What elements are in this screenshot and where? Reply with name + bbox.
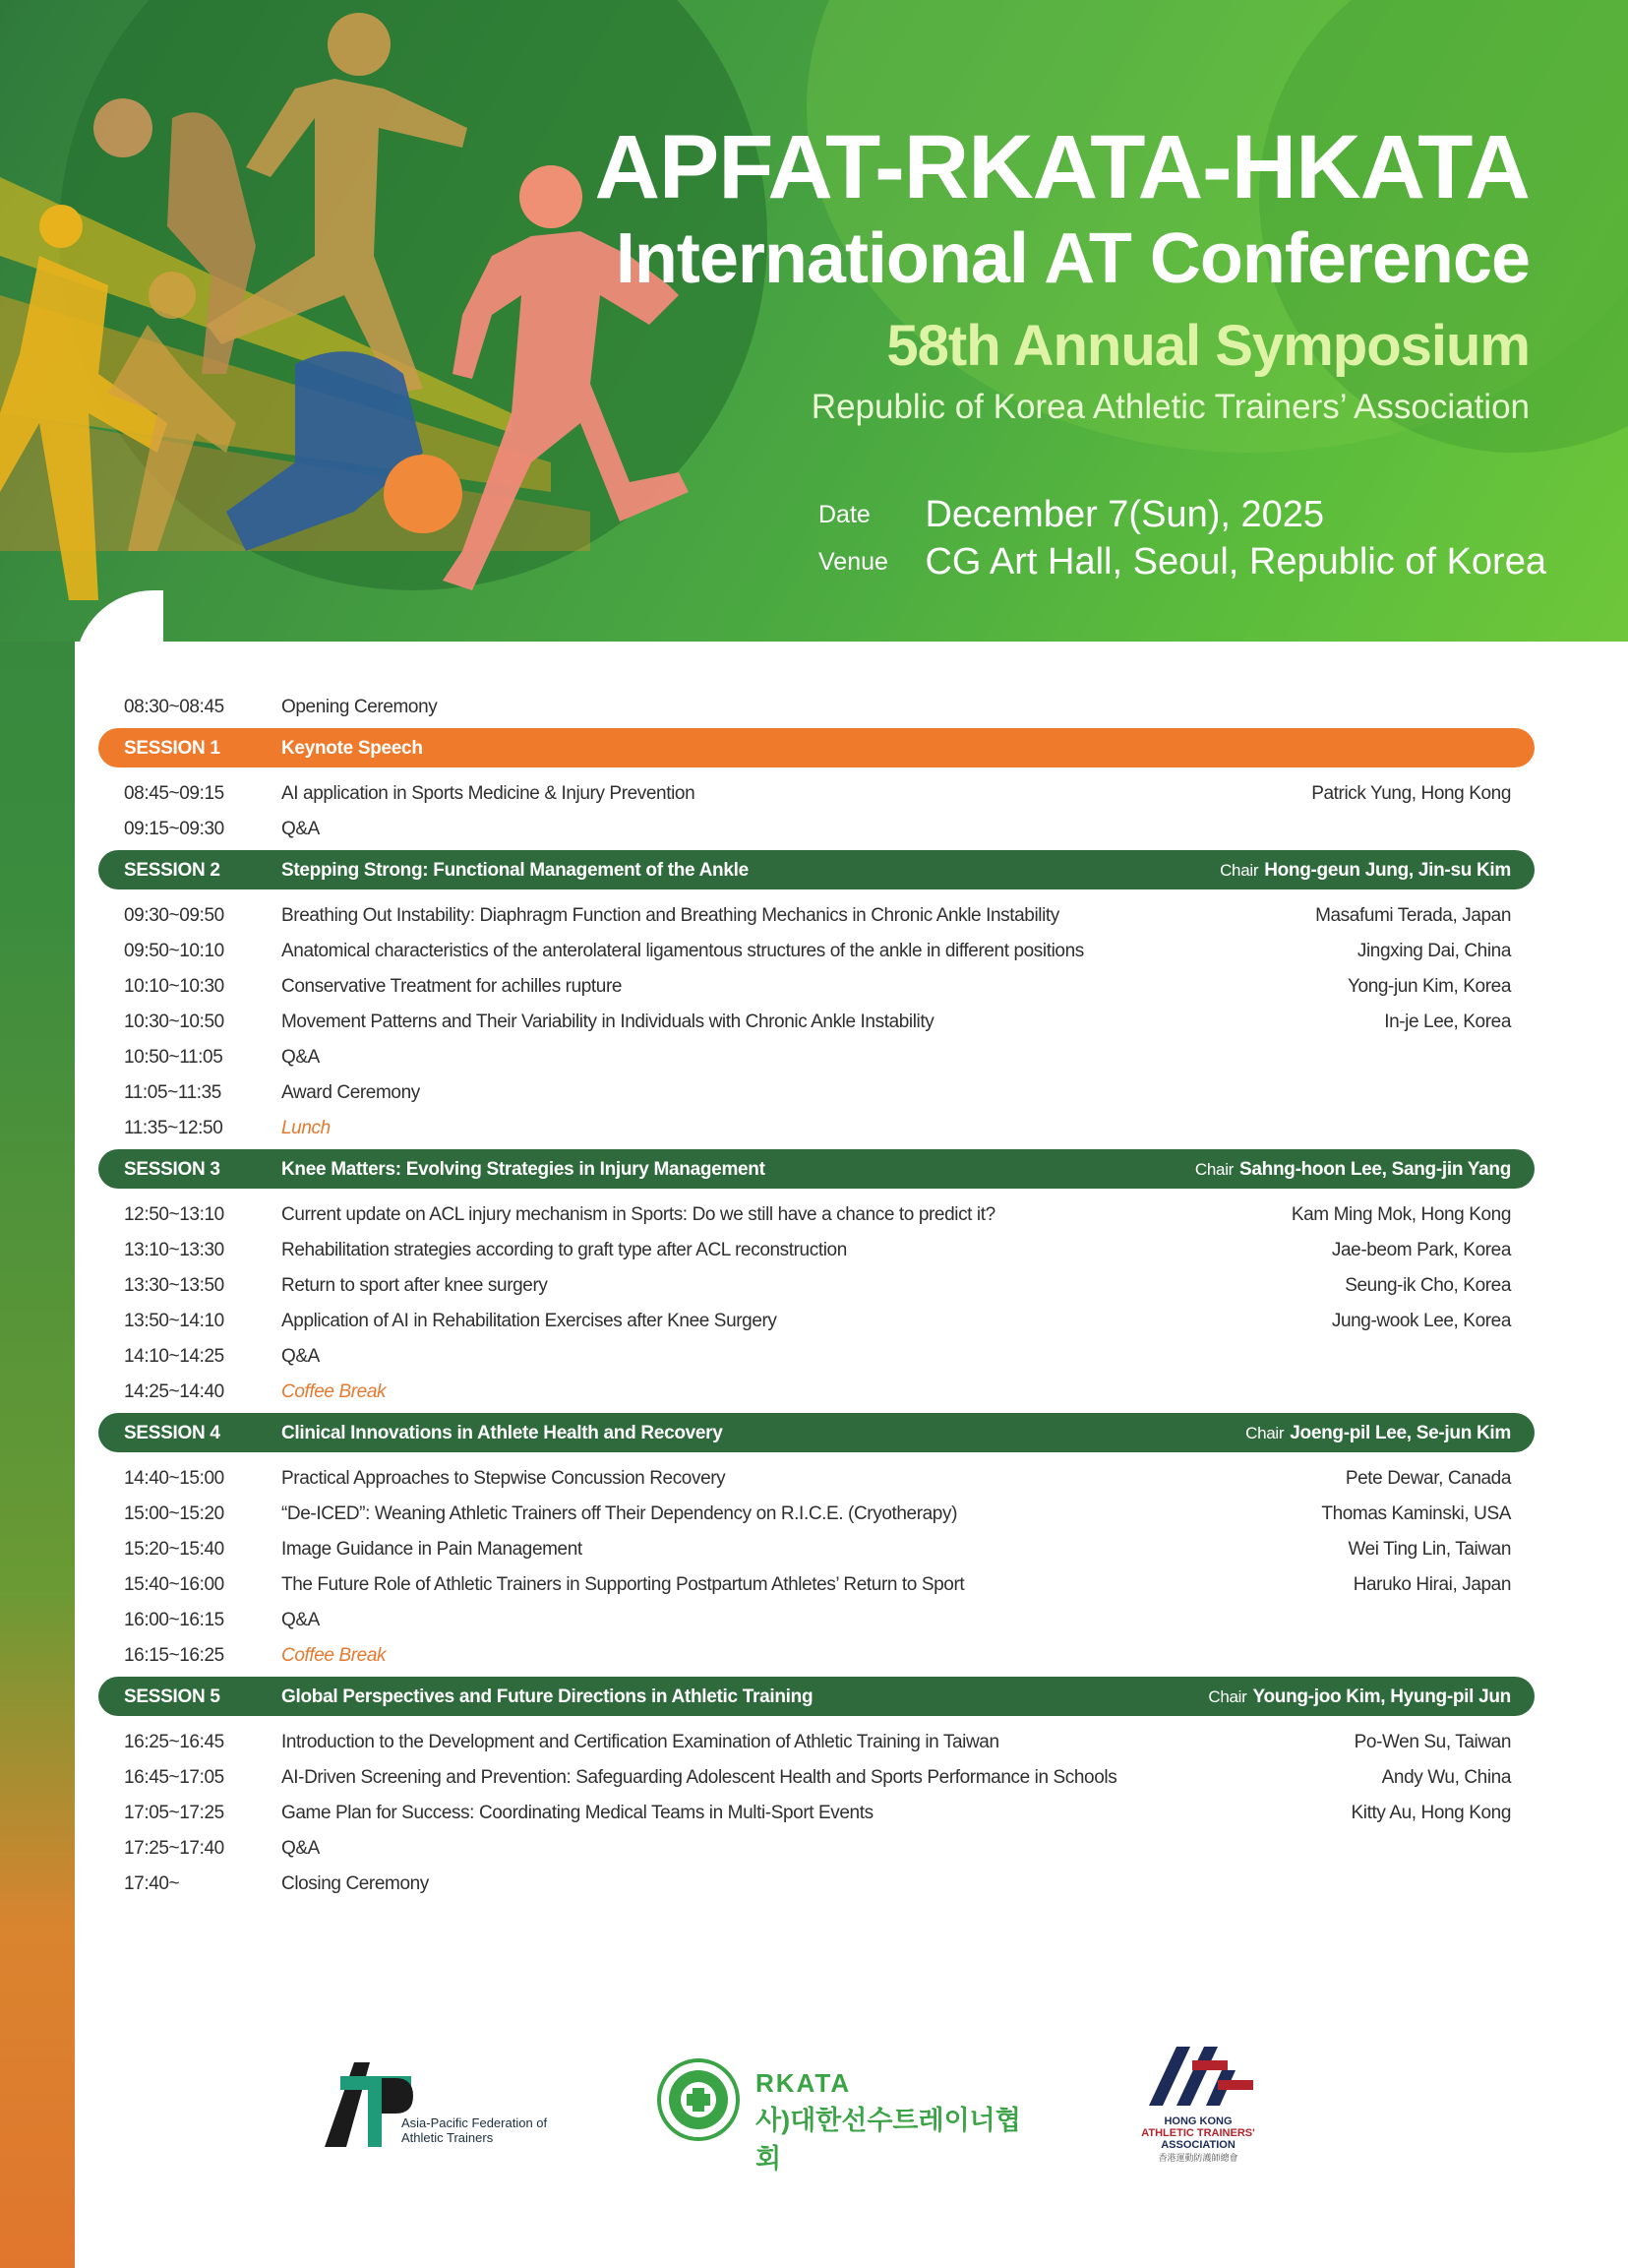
rkata-seal-icon [657,2058,740,2141]
row-title: Closing Ceremony [281,1873,429,1894]
row-title: Q&A [281,1346,320,1367]
row-speaker: Patrick Yung, Hong Kong [1311,783,1511,804]
schedule-row [98,775,1535,811]
schedule-row [98,897,1535,933]
date-label: Date [818,501,871,528]
row-time: 17:25~17:40 [124,1838,224,1859]
row-title: Opening Ceremony [281,697,438,717]
row-title: Current update on ACL injury mechanism in Sports: Do we still have a chance to predict it? [281,1204,995,1225]
session-chair [1220,860,1511,882]
session-label: SESSION 5 [124,1686,220,1707]
session-2-header [98,850,1535,889]
chair-names: Young-joo Kim, Hyung-pil Jun [1252,1686,1511,1707]
row-title: Anatomical characteristics of the anterolateral ligamentous structures of the ankle in different positions [281,941,1084,961]
schedule-row [98,1496,1535,1531]
schedule-row [98,1039,1535,1074]
row-time: 10:10~10:30 [124,976,224,997]
hkata-name-line2: ATHLETIC TRAINERS' [1141,2127,1255,2139]
row-time: 13:10~13:30 [124,1240,224,1260]
apfat-name-line1: Asia-Pacific Federation of [401,2115,548,2130]
row-speaker: Jae-beom Park, Korea [1331,1240,1511,1260]
schedule-row [98,933,1535,968]
hkata-name-line3: ASSOCIATION [1161,2139,1236,2151]
apfat-logo [325,2047,580,2155]
row-speaker: Po-Wen Su, Taiwan [1354,1732,1511,1752]
conference-title-line1: APFAT-RKATA-HKATA [594,117,1530,217]
row-time: 08:30~08:45 [124,697,224,717]
session-chair [1208,1686,1511,1708]
row-time: 08:45~09:15 [124,783,224,804]
session-label: SESSION 2 [124,860,220,881]
row-time: 16:00~16:15 [124,1610,224,1630]
venue-label: Venue [818,548,888,576]
chair-names: Sahng-hoon Lee, Sang-jin Yang [1239,1159,1511,1180]
row-speaker: Seung-ik Cho, Korea [1345,1275,1511,1296]
row-title: Breathing Out Instability: Diaphragm Function and Breathing Mechanics in Chronic Ankle Instability [281,905,1059,926]
row-speaker: In-je Lee, Korea [1384,1011,1511,1032]
row-title-break: Coffee Break [281,1381,387,1402]
row-speaker: Andy Wu, China [1381,1767,1511,1788]
rkata-name-ko: 사)대한선수트레이너협회 [755,2106,1021,2174]
date-value: December 7(Sun), 2025 [925,494,1325,535]
row-speaker: Thomas Kaminski, USA [1321,1503,1511,1524]
schedule-row [98,1110,1535,1145]
session-3-header [98,1149,1535,1189]
hkata-logo [1119,2037,1277,2165]
chair-names: Joeng-pil Lee, Se-jun Kim [1290,1423,1511,1443]
row-time: 09:15~09:30 [124,819,224,839]
row-title: Q&A [281,1610,320,1630]
row-speaker: Kam Ming Mok, Hong Kong [1291,1204,1511,1225]
row-title: Image Guidance in Pain Management [281,1539,582,1560]
chair-label: Chair [1194,1160,1235,1179]
rkata-name-en: RKATA [755,2068,852,2098]
row-speaker: Yong-jun Kim, Korea [1348,976,1511,997]
session-title: Stepping Strong: Functional Management of the Ankle [281,860,749,881]
schedule-table [98,689,1535,1901]
session-label: SESSION 4 [124,1423,220,1443]
schedule-row [98,811,1535,846]
schedule-row [98,1303,1535,1338]
conference-title-line2: International AT Conference [615,219,1530,298]
row-time: 09:50~10:10 [124,941,224,961]
row-time: 15:00~15:20 [124,1503,224,1524]
schedule-row [98,689,1535,724]
row-title: Rehabilitation strategies according to graft type after ACL reconstruction [281,1240,847,1260]
apfat-name-line2: Athletic Trainers [401,2130,494,2145]
chair-label: Chair [1245,1424,1285,1442]
schedule-row [98,1267,1535,1303]
venue-row [818,541,1546,583]
venue-value: CG Art Hall, Seoul, Republic of Korea [925,541,1546,582]
row-title: AI application in Sports Medicine & Injury Prevention [281,783,695,804]
row-title: Introduction to the Development and Certification Examination of Athletic Training in Taiwan [281,1732,999,1752]
row-title: Movement Patterns and Their Variability in Individuals with Chronic Ankle Instability [281,1011,935,1032]
row-title: Application of AI in Rehabilitation Exercises after Knee Surgery [281,1311,777,1331]
row-title: Q&A [281,1838,320,1859]
row-title: Q&A [281,819,320,839]
row-time: 17:05~17:25 [124,1803,224,1823]
session-5-header [98,1677,1535,1716]
schedule-row [98,1004,1535,1039]
row-speaker: Jung-wook Lee, Korea [1331,1311,1511,1331]
row-time: 14:40~15:00 [124,1468,224,1489]
row-title: Q&A [281,1047,320,1068]
row-time: 12:50~13:10 [124,1204,224,1225]
chair-label: Chair [1220,861,1259,880]
row-time: 17:40~ [124,1873,180,1894]
schedule-row [98,1074,1535,1110]
row-speaker: Pete Dewar, Canada [1345,1468,1511,1489]
row-time: 10:30~10:50 [124,1011,224,1032]
row-time: 16:25~16:45 [124,1732,224,1752]
session-label: SESSION 1 [124,738,220,759]
date-row [818,494,1324,536]
row-speaker: Masafumi Terada, Japan [1315,905,1511,926]
schedule-row [98,1866,1535,1901]
session-title: Global Perspectives and Future Directions in Athletic Training [281,1686,814,1707]
schedule-row [98,1232,1535,1267]
row-title: AI-Driven Screening and Prevention: Safeguarding Adolescent Health and Sports Performance in Schools [281,1767,1117,1788]
session-title: Clinical Innovations in Athlete Health and Recovery [281,1423,723,1443]
session-1-header [98,728,1535,767]
row-title-break: Coffee Break [281,1645,387,1666]
schedule-row [98,1602,1535,1637]
chair-names: Hong-geun Jung, Jin-su Kim [1264,860,1511,881]
chair-label: Chair [1208,1687,1247,1706]
row-title: Conservative Treatment for achilles rupture [281,976,623,997]
session-chair [1245,1423,1511,1444]
row-time: 16:15~16:25 [124,1645,224,1666]
athletes-illustration [0,0,748,642]
header-banner [0,0,1628,642]
symposium-subtitle: 58th Annual Symposium [886,314,1530,378]
schedule-row [98,1196,1535,1232]
row-time: 15:20~15:40 [124,1539,224,1560]
schedule-row [98,1724,1535,1759]
row-title: Return to sport after knee surgery [281,1275,548,1296]
session-title: Knee Matters: Evolving Strategies in Injury Management [281,1159,765,1180]
session-title: Keynote Speech [281,738,423,759]
row-title: Game Plan for Success: Coordinating Medical Teams in Multi-Sport Events [281,1803,874,1823]
session-label: SESSION 3 [124,1159,220,1180]
schedule-row [98,1374,1535,1409]
schedule-row [98,1460,1535,1496]
sponsor-logos [0,2037,1628,2234]
schedule-row [98,1759,1535,1795]
schedule-row [98,968,1535,1004]
row-time: 13:50~14:10 [124,1311,224,1331]
session-chair [1195,1159,1511,1181]
row-speaker: Jingxing Dai, China [1357,941,1511,961]
schedule-row [98,1531,1535,1566]
row-title: Award Ceremony [281,1082,420,1103]
hkata-name-chinese: 香港運動防護師總會 [1158,2153,1238,2163]
row-title: “De-ICED”: Weaning Athletic Trainers off Their Dependency on R.I.C.E. (Cryotherapy) [281,1503,957,1524]
row-speaker: Wei Ting Lin, Taiwan [1348,1539,1511,1560]
row-time: 14:10~14:25 [124,1346,224,1367]
hkata-mark-icon [1119,2037,1277,2112]
schedule-row [98,1830,1535,1866]
row-time: 11:05~11:35 [124,1082,221,1103]
schedule-row [98,1338,1535,1374]
row-speaker: Kitty Au, Hong Kong [1351,1803,1511,1823]
row-time: 15:40~16:00 [124,1574,224,1595]
row-title: The Future Role of Athletic Trainers in Supporting Postpartum Athletes’ Return to Sport [281,1574,965,1595]
row-time: 16:45~17:05 [124,1767,224,1788]
row-time: 10:50~11:05 [124,1047,223,1068]
rkata-logo [657,2047,1031,2174]
organization-name: Republic of Korea Athletic Trainers’ Association [811,388,1530,426]
row-time: 14:25~14:40 [124,1381,224,1402]
apfat-mark-icon [325,2056,413,2151]
row-time: 13:30~13:50 [124,1275,224,1296]
row-time: 11:35~12:50 [124,1118,223,1138]
schedule-row [98,1637,1535,1673]
row-title: Practical Approaches to Stepwise Concussion Recovery [281,1468,726,1489]
schedule-row [98,1795,1535,1830]
row-time: 09:30~09:50 [124,905,224,926]
row-title-break: Lunch [281,1118,331,1138]
schedule-row [98,1566,1535,1602]
row-speaker: Haruko Hirai, Japan [1353,1574,1511,1595]
session-4-header [98,1413,1535,1452]
hkata-name-line1: HONG KONG [1164,2115,1233,2127]
